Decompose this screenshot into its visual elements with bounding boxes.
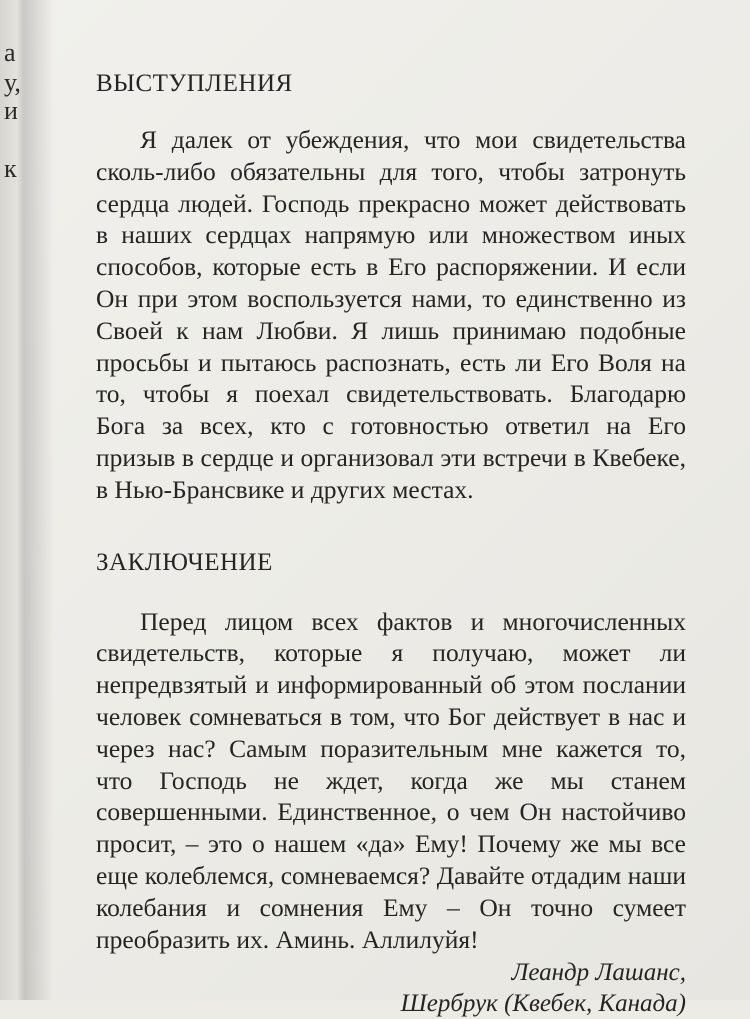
adjacent-page-char: и [4,96,18,125]
author-signature [96,957,686,1019]
adjacent-page-char: у, [4,68,21,97]
adjacent-page-char: к [4,154,17,183]
adjacent-page-edge [0,0,24,1000]
section-heading-speeches: ВЫСТУПЛЕНИЯ [96,70,293,97]
section-heading-conclusion: ЗАКЛЮЧЕНИЕ [96,548,273,576]
author-location: Шербрук (Квебек, Канада) [400,990,686,1018]
section-paragraph-speeches: Я далек от убеждения, что мои свидетельства сколь-либо обязательны для того, чтобы затронуть сердца людей. Господь прекрасно может действовать в наших сердцах напрямую или множеством иных способов, которые есть в Его распоряжении. И если Он при этом воспользуется нами, то единственно из Своей к нам Любви. Я лишь принимаю подобные просьбы и пытаюсь распознать, есть ли Его Воля на то, чтобы я поехал свидетельствовать. Благодарю Бога за всех, кто с готовностью ответил на Его призыв в сердце и организовал эти встречи в Квебеке, в Нью-Брансвике и других местах. [96,125,686,504]
page-content [96,66,686,1019]
section-paragraph-conclusion: Перед лицом всех фактов и многочисленных свидетельств, которые я получаю, может ли непредвзятый и информированный об этом послании человек сомневаться в том, что Бог действует в нас и через нас? Самым поразительным мне кажется то, что Господь не ждет, когда же мы станем совершенными. Единственное, о чем Он настойчиво просит, – это о нашем «да» Ему! Почему же мы все еще колеблемся, сомневаемся? Давайте отдадим наши колебания и сомнения Ему – Он точно сумеет преобразить их. Аминь. Аллилуйя! [96,606,686,954]
author-name: Леандр Лашанс, [511,959,686,987]
book-page [24,0,750,1018]
adjacent-page-char: а [4,38,16,67]
gutter-shadow [24,0,54,1000]
